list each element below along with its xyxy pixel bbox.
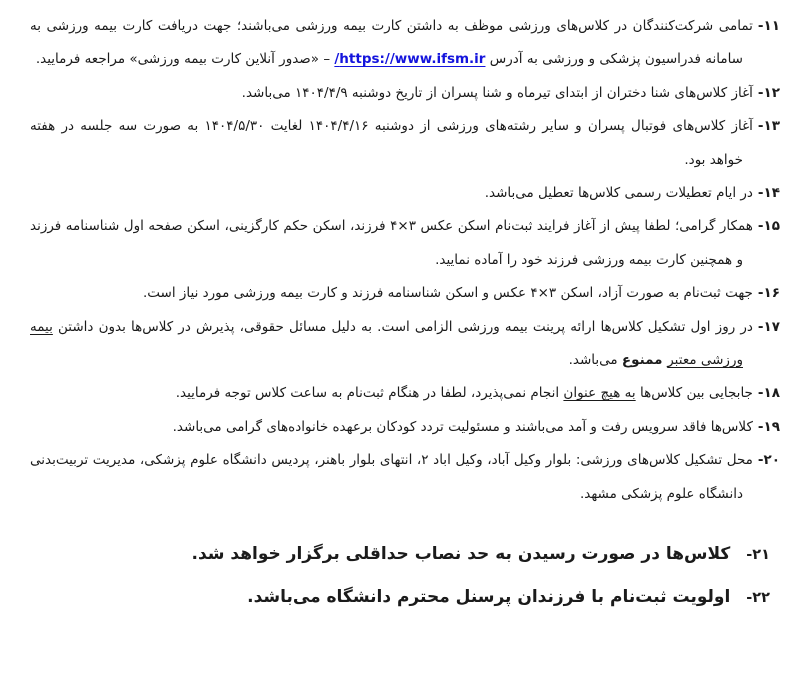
item-text: آغاز کلاس‌های فوتبال پسران و سایر رشته‌های ورزشی از دوشنبه ۱۴۰۴/۴/۱۶ لغایت ۱۴۰۴/۵/۳۰ به صورت سه جلسه در هفته خواهد بود.: [30, 118, 753, 168]
list-item-17: [30, 311, 780, 378]
item-text-underlined: بیمه ورزشی معتبر: [30, 318, 743, 369]
item-text: اولویت ثبت‌نام با فرزندان پرسنل محترم دانشگاه می‌باشد.: [247, 587, 731, 608]
list-item-16: [30, 277, 780, 310]
item-text: جابجایی بین کلاس‌ها: [635, 385, 753, 402]
item-number: ۲۰-: [757, 452, 780, 469]
item-number: ۱۹-: [757, 418, 780, 435]
item-text: تمامی شرکت‌کنندگان در کلاس‌های ورزشی موظف به داشتن کارت بیمه ورزشی می‌باشند؛ جهت دریافت کارت بیمه ورزشی به سامانه فدراسیون پزشکی و ورزشی به آدرس: [30, 18, 753, 68]
item-text: – «صدور آنلاین کارت بیمه ورزشی» مراجعه فرمایید.: [35, 51, 335, 68]
item-number: ۱۱-: [757, 18, 780, 34]
item-text: آغاز کلاس‌های شنا دختران از ابتدای تیرماه و شنا پسران از تاریخ دوشنبه ۱۴۰۴/۴/۹ می‌باشد.: [241, 84, 753, 101]
item-text: در ایام تعطیلات رسمی کلاس‌ها تعطیل می‌باشد.: [484, 185, 753, 202]
list-item-18: [30, 377, 780, 410]
item-text: جهت ثبت‌نام به صورت آزاد، اسکن ۳×۴ عکس و اسکن شناسنامه فرزند و کارت بیمه ورزشی مورد نیاز است.: [142, 285, 753, 302]
item-number: ۲۲-: [746, 590, 770, 607]
list-item-22: [30, 576, 780, 619]
list-item-21: [30, 533, 780, 576]
list-item-15: [30, 210, 780, 277]
item-text-underlined: به هیچ عنوان: [563, 385, 636, 402]
item-number: ۱۲-: [757, 84, 780, 101]
list-item-20: [30, 444, 780, 511]
item-number: ۲۱-: [746, 547, 770, 564]
item-text: کلاس‌ها فاقد سرویس رفت و آمد می‌باشند و مسئولیت تردد کودکان برعهده خانواده‌های گرامی می‌باشد.: [172, 418, 753, 435]
list-item-14: [30, 177, 780, 210]
item-text: کلاس‌ها در صورت رسیدن به حد نصاب حداقلی برگزار خواهد شد.: [191, 544, 731, 565]
item-text: همکار گرامی؛ لطفا پیش از آغاز فرایند ثبت‌نام اسکن عکس ۳×۴ فرزند، اسکن حکم کارگزینی، اسکن صفحه اول شناسنامه فرزند و همچنین کارت بیمه ورزشی فرزند خود را آماده نمایید.: [30, 218, 753, 268]
list-item-12: [30, 77, 780, 110]
item-text: محل تشکیل کلاس‌های ورزشی: بلوار وکیل آباد، وکیل اباد ۲، انتهای بلوار باهنر، پردیس دانشگاه علوم پزشکی، مدیریت تربیت‌بدنی دانشگاه علوم پزشکی مشهد.: [30, 452, 753, 502]
item-text: در روز اول تشکیل کلاس‌ها ارائه پرینت بیمه ورزشی الزامی است. به دلیل مسائل حقوقی، پذیرش در کلاس‌ها بدون داشتن: [52, 318, 753, 335]
item-number: ۱۵-: [757, 218, 781, 235]
item-text-bold: ممنوع: [621, 352, 668, 369]
emphasized-notes-block: [30, 533, 780, 619]
list-item-13: [30, 110, 780, 177]
item-number: ۱۷-: [757, 318, 780, 335]
list-item-11: [30, 10, 780, 77]
item-text: می‌باشد.: [568, 352, 622, 369]
item-number: ۱۴-: [757, 185, 780, 202]
ifsm-link[interactable]: https://www.ifsm.ir/: [334, 51, 486, 68]
item-number: ۱۳-: [757, 118, 781, 135]
item-number: ۱۸-: [757, 385, 780, 402]
item-number: ۱۶-: [757, 285, 780, 302]
list-item-19: [30, 411, 780, 444]
item-text: انجام نمی‌پذیرد، لطفا در هنگام ثبت‌نام به ساعت کلاس توجه فرمایید.: [175, 385, 564, 402]
